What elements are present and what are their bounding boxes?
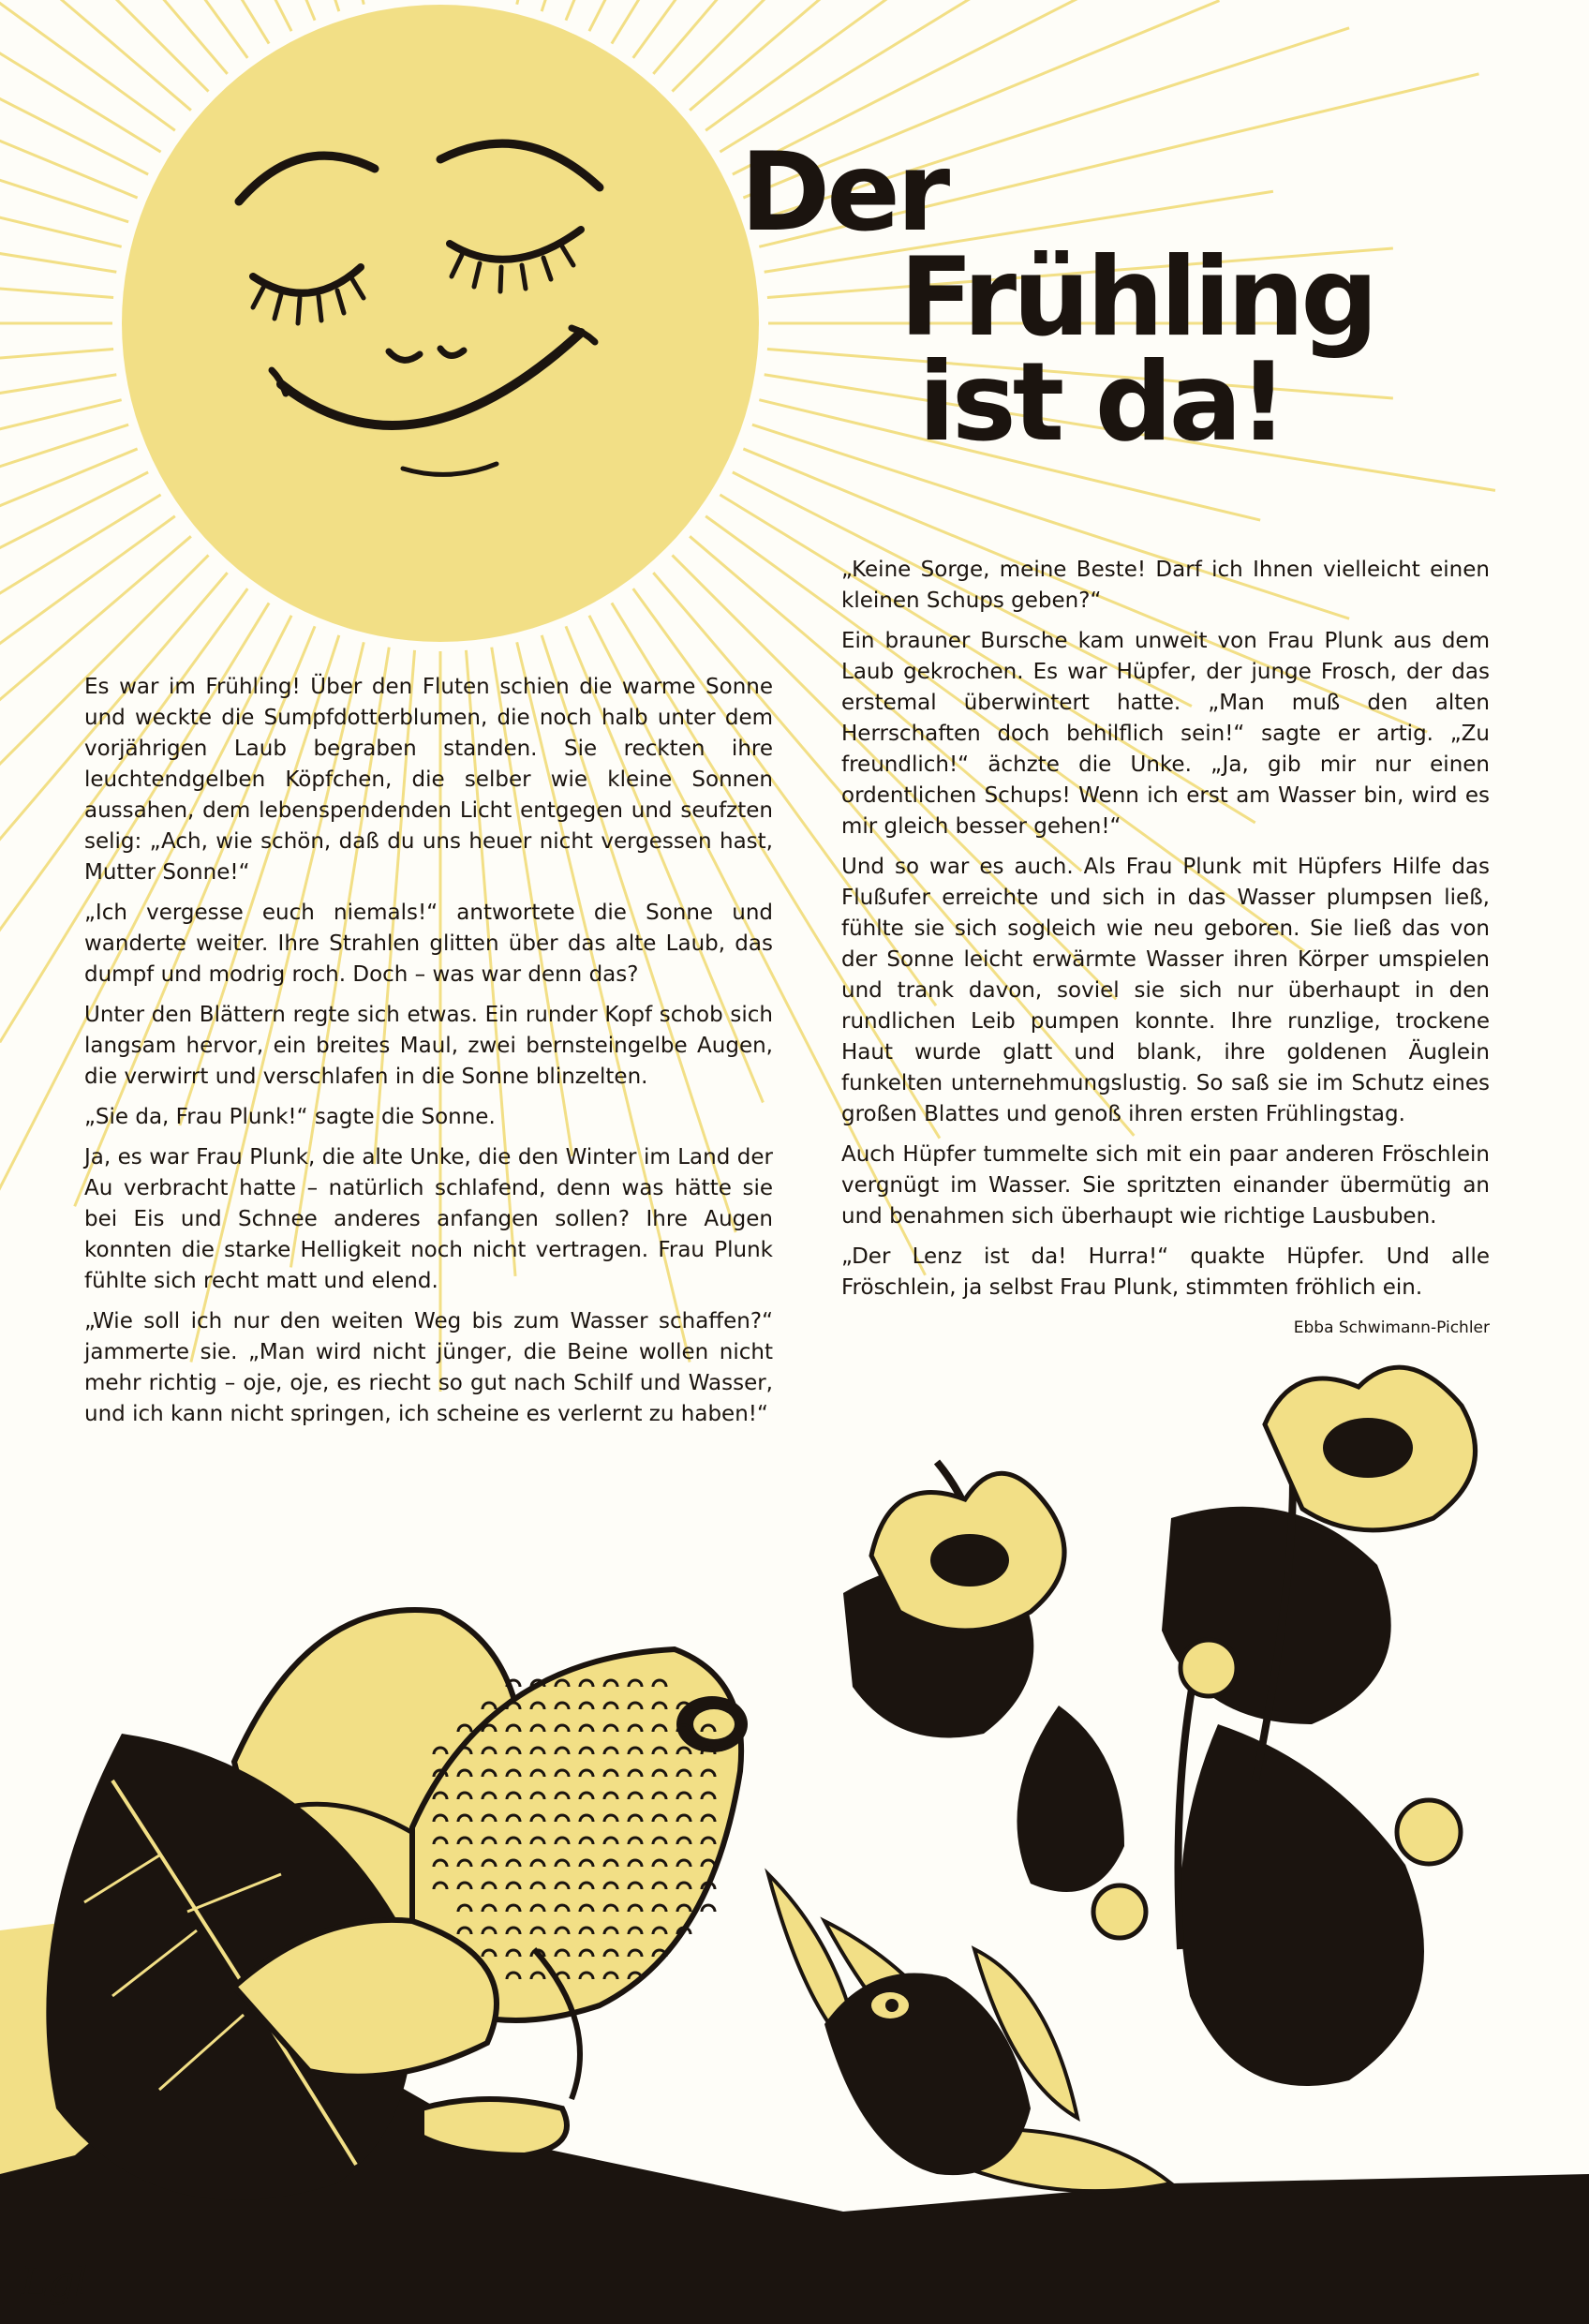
page-title (740, 129, 1546, 466)
title-line-1: Der (740, 129, 947, 256)
sun-ray (0, 100, 122, 246)
sun-ray (0, 0, 128, 222)
sun-ray (0, 400, 122, 546)
sun-ray (633, 0, 1068, 58)
toad-spot (702, 1905, 715, 1912)
story-column-left (84, 672, 773, 1439)
sun-ray (690, 0, 1253, 111)
paragraph: Ein brauner Bursche kam unweit von Frau Plunk aus dem Laub gekrochen. Es war Hüpfer, der junge Frosch, der das erstemal überwintert hatte. „Man muß den alten Herrschaften doch behilflich sein!“ sagte er artig. „Zu freundlich!“ ächzte die Unke. „Ja, gib mir nur einen ordentlichen Schups! Wenn ich erst am Wasser bin, wird es mir gleich besser gehen!“ (841, 629, 1490, 839)
sun-ray (0, 0, 228, 74)
sun-ray (111, 0, 339, 11)
sun-ray (75, 0, 315, 21)
paragraph: Unter den Blättern regte sich etwas. Ein runder Kopf schob sich langsam hervor, ein breites Maul, zwei bernsteingelbe Augen, die verwirrt und verschlafen in die Sonne blinzelten. (84, 1003, 773, 1089)
author-name: Ebba Schwimann-Pichler (1293, 1318, 1490, 1337)
artist-signature: Lgl (21, 2258, 88, 2306)
sun-ray (517, 0, 637, 5)
paragraph: „Keine Sorge, meine Beste! Darf ich Ihnen vielleicht einen kleinen Schups geben?“ (841, 558, 1490, 613)
paragraph: „Ich vergesse euch niemals!“ antwortete die Sonne und wanderte weiter. Ihre Strahlen glitten über das alte Laub, das dumpf und modrig roch. Doch – was war denn das? (84, 901, 773, 987)
sun-ray (0, 425, 128, 584)
paragraph: Und so war es auch. Als Frau Plunk mit Hüpfers Hilfe das Flußufer erreichte und sich in das Wasser plumpsen ließ, fühlte sie sich sogleich wie neu geboren. Sie ließ das von der Sonne leicht erwärmte Wasser ihren Körper umspielen und trank davon, soviel sie sich nur überhaupt in den rundlichen Leib pumpen konnte. Ihre runzlige, trockene Haut wurde glatt und blank, ihre goldenen Äuglein funkelten unternehmungslustig. So saß sie im Schutz eines großen Blattes und genoß ihren ersten Frühlingstag. (841, 855, 1490, 1126)
sun-ray (0, 0, 191, 111)
title-line-3: ist da! (918, 339, 1285, 466)
paragraph: Es war im Frühling! Über den Fluten schien die warme Sonne und weckte die Sumpfdotterblumen, die noch halb unter dem vorjährigen Laub begraben standen. Sie reckten ihre leuchtendgelben Köpfchen, die selber wie kleine Sonnen aussahen, dem lebenspendenden Licht entgegen und seufzten selig: „Ach, wie schön, daß du uns heuer nicht vergessen hast, Mutter Sonne!“ (84, 675, 773, 885)
sun-ray (0, 375, 116, 491)
paragraph: „Sie da, Frau Plunk!“ sagte die Sonne. (84, 1105, 496, 1129)
sun-ray (0, 0, 148, 174)
paragraph: „Der Lenz ist da! Hurra!“ quakte Hüpfer. Und alle Fröschlein, ja selbst Frau Plunk, stimmten fröhlich ein. (841, 1244, 1490, 1300)
paragraph: „Wie soll ich nur den weiten Weg bis zum Wasser schaffen?“ jammerte sie. „Man wird nicht jünger, die Beine wollen nicht mehr richtig – oje, oje, es riecht so gut nach Schilf und Wasser, und ich kann nicht springen, ich scheine es verlernt zu haben!“ (84, 1309, 773, 1426)
sun-face (122, 5, 759, 642)
paragraph: Ja, es war Frau Plunk, die alte Unke, die den Winter im Land der Au verbracht hatte – natürlich schlafend, denn was hätte sie bei Eis und Schnee anderes anfangen sollen? Ihre Augen konnten die starke Helligkeit noch nicht vertragen. Frau Plunk fühlte sich recht matt und elend. (84, 1145, 773, 1293)
sun-ray (653, 0, 988, 74)
sun-ray (0, 0, 161, 152)
story-column-right (841, 555, 1490, 1344)
sun-ray (0, 0, 269, 44)
paragraph: Auch Hüpfer tummelte sich mit ein paar anderen Fröschlein vergnügt im Wasser. Sie spritzten einander übermütig an und benahmen sich überhaupt wie richtige Lausbuben. (841, 1142, 1490, 1229)
sun-ray (0, 1, 138, 198)
title-line-2: Frühling (899, 234, 1375, 361)
sun-ray (244, 0, 364, 5)
